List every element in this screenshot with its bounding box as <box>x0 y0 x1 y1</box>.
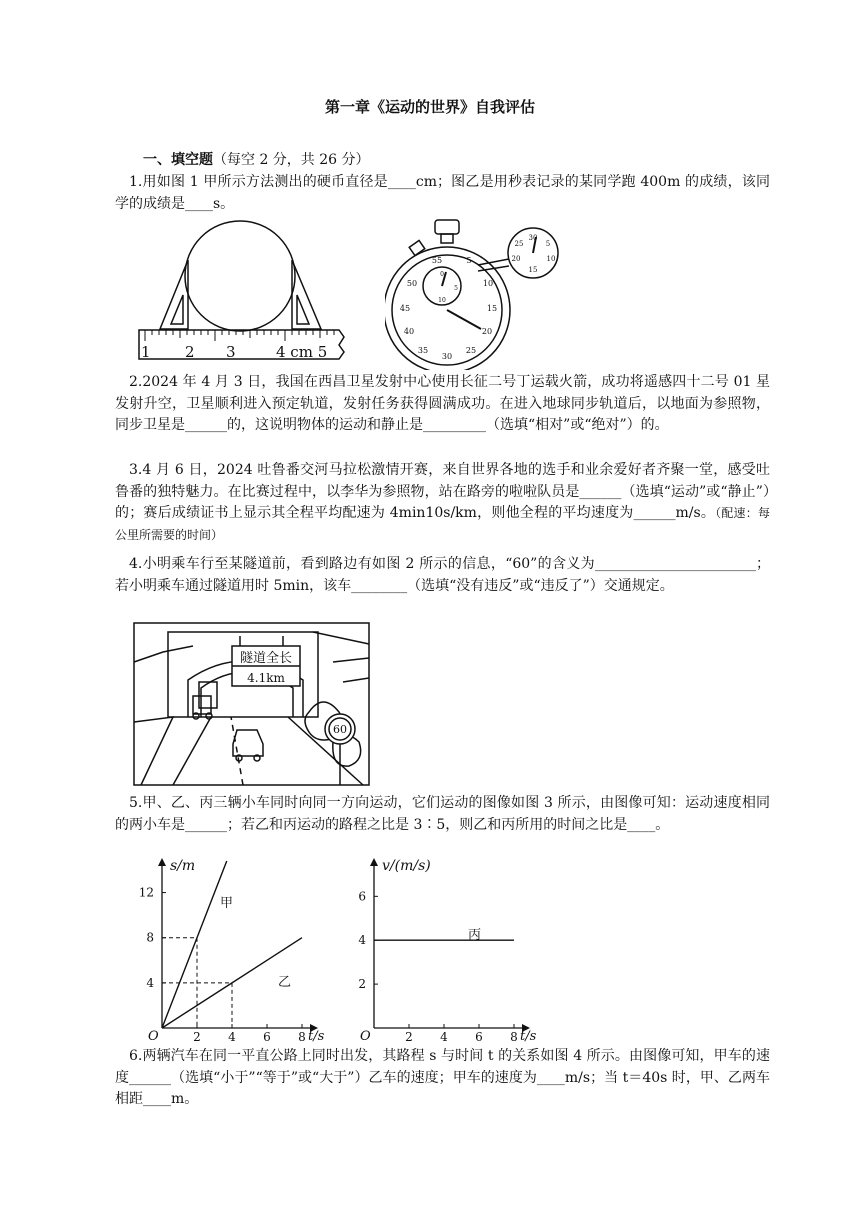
stopwatch-sub-25: 25 <box>514 240 524 248</box>
stopwatch-outer-55: 55 <box>431 256 443 265</box>
ruler-label-3: 3 <box>226 343 236 361</box>
stopwatch-inner-5: 5 <box>454 285 458 292</box>
stopwatch-outer-10: 10 <box>482 279 494 288</box>
y-tick-label: 6 <box>358 889 366 904</box>
ruler-label-1: 1 <box>141 343 151 361</box>
series-line-1 <box>162 861 227 1028</box>
stopwatch-sub-20: 20 <box>511 255 521 263</box>
stopwatch-outer-30: 30 <box>441 352 453 361</box>
stopwatch-sub-10: 10 <box>546 255 556 263</box>
stopwatch-outer-5: 5 <box>466 256 472 265</box>
y-axis-arrow <box>158 858 166 866</box>
x-tick-label: 4 <box>440 1030 448 1044</box>
stopwatch-outer-40: 40 <box>403 327 415 336</box>
question-3-text: 3.4 月 6 日，2024 吐鲁番交河马拉松激情开赛，来自世界各地的选手和业余爱好者齐聚一堂，感受吐鲁番的独特魅力。在比赛过程中，以李华为参照物，站在路旁的啦啦队员是______（选填“运动”或“静止”）的；赛后成绩证书上显示其全程平均配速为 4min10s/km，则他全程的平均速度为______m/s。 <box>115 462 770 521</box>
x-axis-label: t/s <box>308 1029 325 1044</box>
question-6: 6.两辆汽车在同一平直公路上同时出发，其路程 s 与时间 t 的关系如图 4 所示。由图像可知，甲车的速度______（选填“小于”“等于”或“大于”）乙车的速度；甲车的速度为____m/s；当 t＝40s 时，甲、乙两车相距____m。 <box>115 1048 770 1107</box>
stopwatch-outer-35: 35 <box>417 346 429 355</box>
stopwatch-outer-25: 25 <box>465 346 477 355</box>
tunnel-sign-line1: 隧道全长 <box>239 651 293 666</box>
stopwatch-inner-0: 0 <box>440 271 444 278</box>
series-label-2: 乙 <box>278 975 292 990</box>
section-title: 一、填空题 <box>143 152 213 168</box>
question-2: 2.2024 年 4 月 3 日，我国在西昌卫星发射中心使用长征二号丁运载火箭，成功将遥感四十二号 01 星发射升空，卫星顺利进入预定轨道，发射任务获得圆满成功。在进入地球同步轨道后，以地面为参照物，同步卫星是______的，这说明物体的运动和静止是_________（选填“相对”或“绝对”）的。 <box>115 374 770 433</box>
y-tick-label: 2 <box>358 977 366 992</box>
stopwatch-inner-10: 10 <box>438 297 446 304</box>
y-axis-label: v/(m/s) <box>382 858 431 874</box>
stopwatch-outer-15: 15 <box>486 304 498 313</box>
x-tick-label: 2 <box>405 1030 413 1044</box>
chart-v-t <box>340 852 540 1044</box>
question-1: 1.用如图 1 甲所示方法测出的硬币直径是____cm；图乙是用秒表记录的某同学跑 400m 的成绩，该同学的成绩是____s。 <box>115 174 770 212</box>
page-title: 第一章《运动的世界》自我评估 <box>324 98 535 116</box>
series-label-1: 甲 <box>220 896 234 911</box>
y-tick-label: 4 <box>358 933 366 948</box>
stopwatch-sub-5: 5 <box>545 240 551 248</box>
y-axis-label: s/m <box>170 858 196 874</box>
stopwatch-outer-50: 50 <box>406 279 418 288</box>
question-4: 4.小明乘车行至某隧道前，看到路边有如图 2 所示的信息，“60”的含义为_______________________；若小明乘车通过隧道用时 5min，该车________（选填“没有违反”或“违反了”）交通规定。 <box>115 556 770 594</box>
y-tick-label: 12 <box>138 885 154 900</box>
series-label-1: 丙 <box>468 928 482 943</box>
section-header <box>115 150 770 172</box>
x-tick-label: 2 <box>193 1030 201 1044</box>
x-axis-label: t/s <box>520 1029 537 1044</box>
question-5: 5.甲、乙、丙三辆小车同时向同一方向运动，它们运动的图像如图 3 所示，由图像可知：运动速度相同的两小车是______；若乙和丙运动的路程之比是 3∶5，则乙和丙所用的时间之比是____。 <box>115 795 770 833</box>
x-tick-label: 8 <box>510 1030 518 1044</box>
speed-limit-value: 60 <box>333 723 347 736</box>
y-axis-arrow <box>370 858 378 866</box>
x-tick-label: 6 <box>475 1030 483 1044</box>
tunnel-sign-line2: 4.1km <box>247 671 285 685</box>
ruler-label-4: 4 cm 5 <box>276 343 328 361</box>
figure-1-ruler-coin <box>133 216 348 370</box>
x-tick-label: 8 <box>298 1030 306 1044</box>
question-3-note: （配速：每公里所需要的时间） <box>115 506 770 542</box>
stopwatch-sub-30: 30 <box>528 234 538 242</box>
chart-s-t <box>128 852 328 1044</box>
figure-2-tunnel <box>133 622 370 786</box>
question-3 <box>115 460 770 546</box>
section-note: （每空 2 分，共 26 分） <box>213 152 370 168</box>
y-tick-label: 8 <box>146 930 154 945</box>
origin-label: O <box>148 1029 159 1044</box>
x-tick-label: 4 <box>228 1030 236 1044</box>
stopwatch-outer-45: 45 <box>399 304 411 313</box>
x-tick-label: 6 <box>263 1030 271 1044</box>
figure-1-stopwatch <box>385 216 565 370</box>
y-tick-label: 4 <box>146 975 154 990</box>
origin-label: O <box>360 1029 371 1044</box>
stopwatch-outer-20: 20 <box>481 327 493 336</box>
ruler-label-2: 2 <box>185 343 195 361</box>
stopwatch-sub-15: 15 <box>528 266 538 274</box>
